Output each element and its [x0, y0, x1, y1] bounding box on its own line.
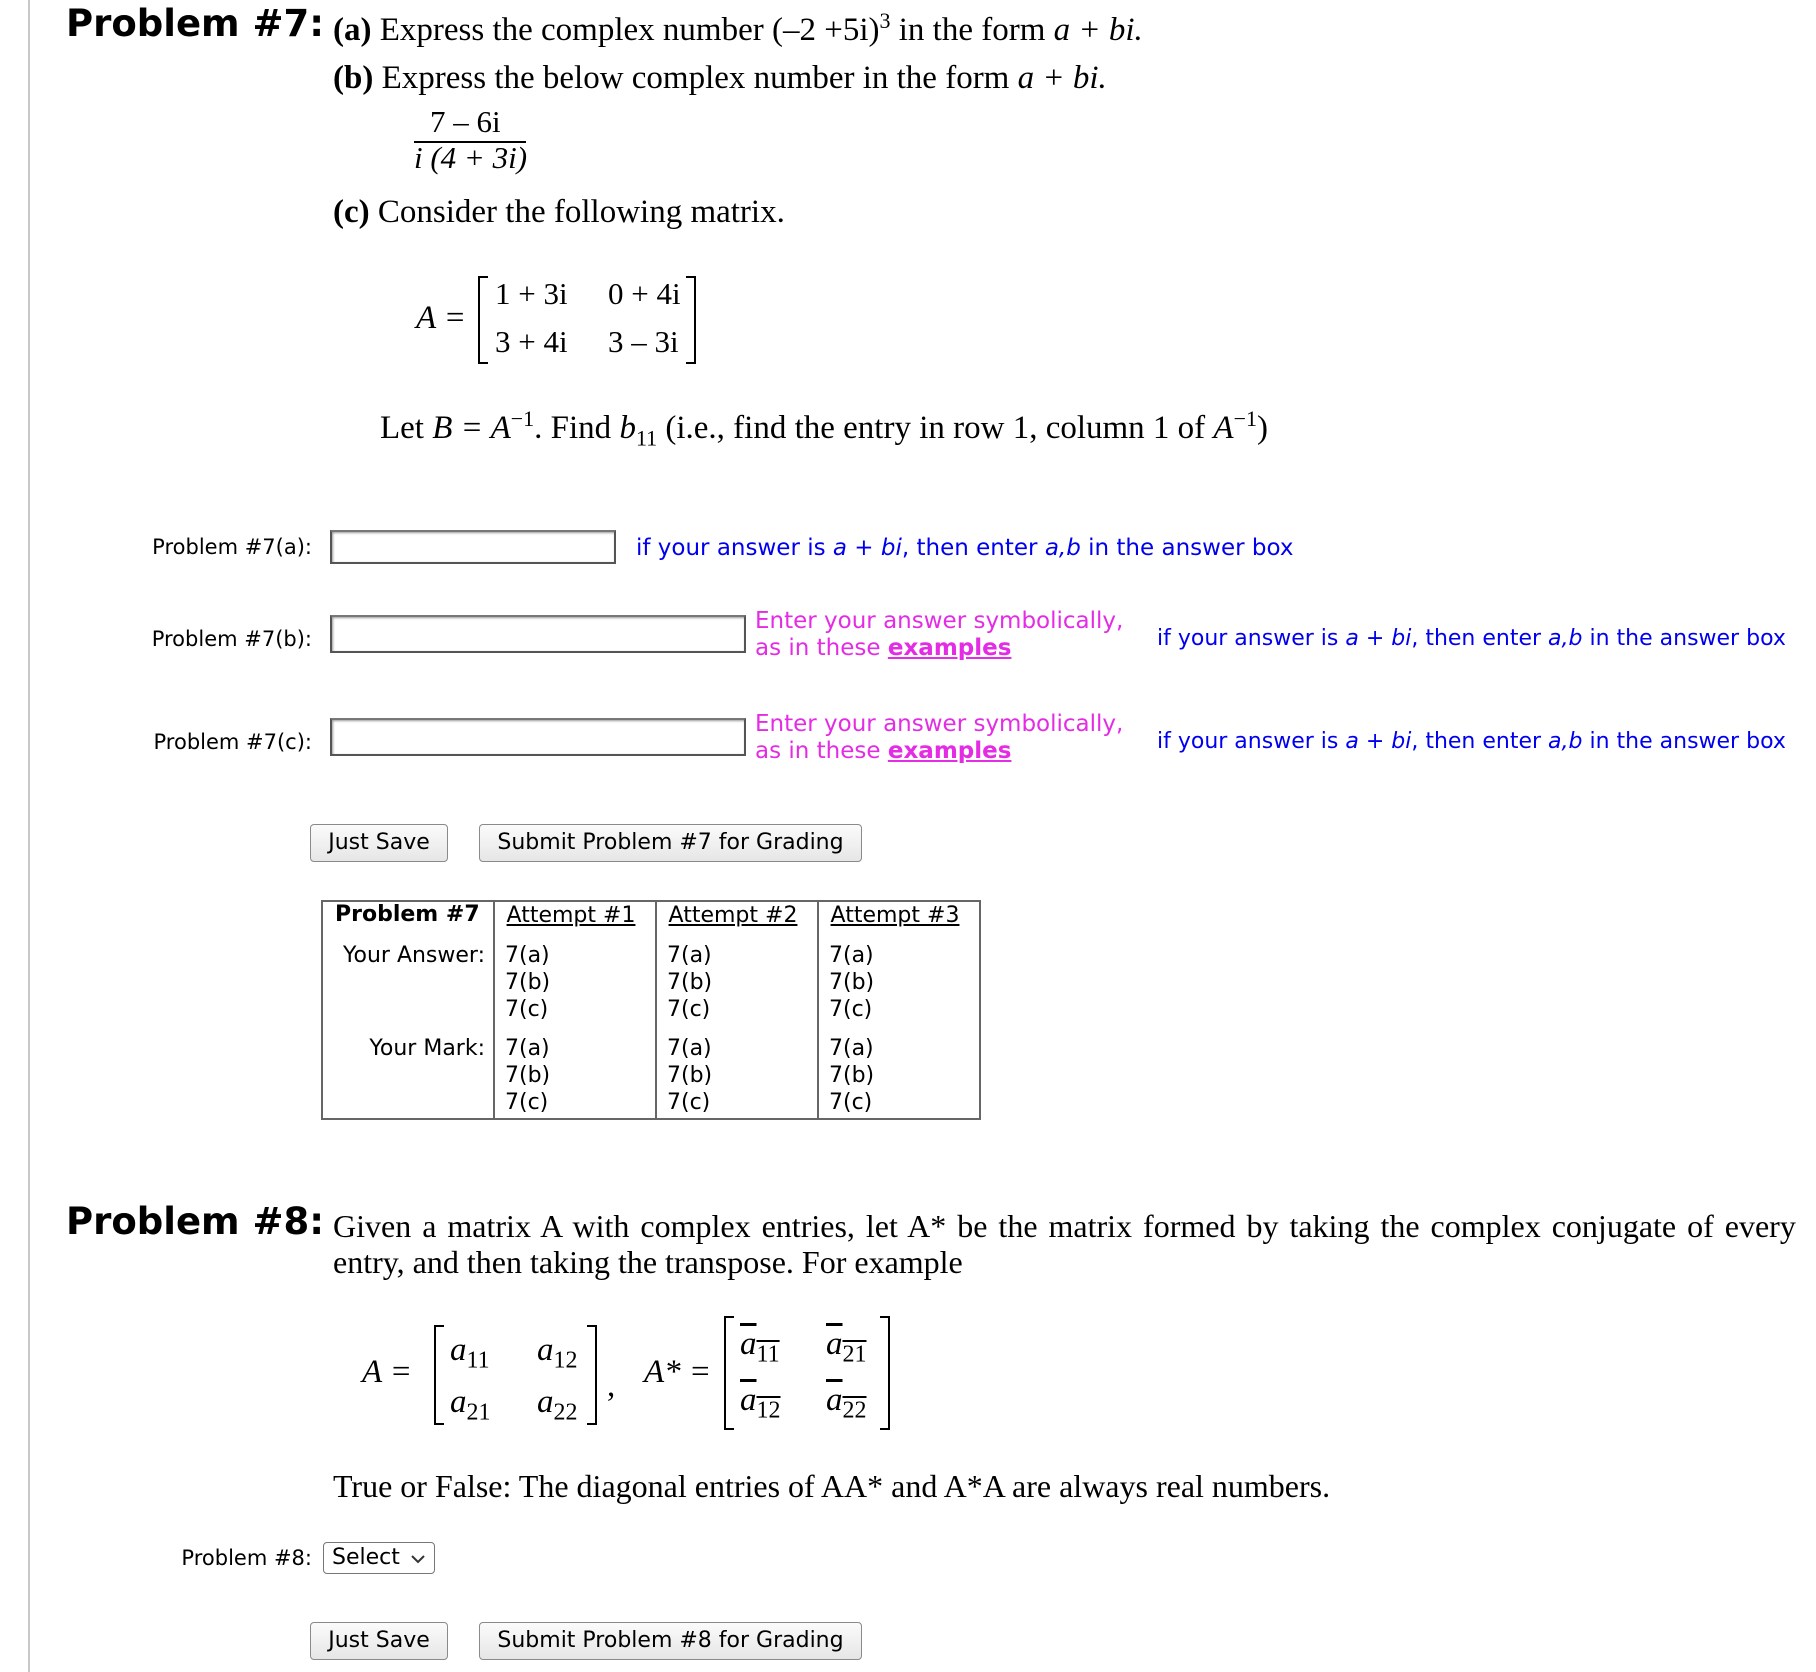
entry-letter: $\overline{a}$ [826, 1326, 843, 1362]
attempt-1-link[interactable]: Attempt #1 [506, 903, 636, 928]
inverse-exponent-2: −1 [1233, 406, 1258, 431]
attempt-2-marks [656, 1023, 818, 1119]
hint-pre: if your answer is [1157, 729, 1339, 754]
attempt-2-answers [656, 936, 818, 1023]
part-b: 7(b) [667, 1063, 713, 1088]
your-mark-label: Your Mark: [369, 1036, 485, 1061]
part-c: 7(c) [829, 997, 873, 1022]
just-save-button-8[interactable]: Just Save [310, 1622, 448, 1660]
matrix-entry-21: 3 + 4i [495, 324, 568, 359]
answer-7b-symbolic-help [755, 608, 1123, 662]
matrix-entry-11: 1 + 3i [495, 276, 568, 311]
entry-sub: 22 [553, 1399, 578, 1426]
b11-symbol: b [619, 410, 636, 446]
entry-sub: 12 [553, 1347, 578, 1374]
attempt-3-marks [818, 1023, 980, 1119]
entry-sub: 22 [842, 1397, 867, 1424]
problem-7a-statement [333, 8, 1143, 49]
hint-ab: a,b [1548, 729, 1583, 754]
a-entry-22 [537, 1384, 578, 1427]
attempt-2-link[interactable]: Attempt #2 [668, 903, 798, 928]
part-b: 7(b) [829, 970, 875, 995]
entry-letter: $\overline{a}$ [740, 1382, 757, 1418]
part-b: 7(b) [505, 970, 551, 995]
entry-letter: a [537, 1332, 554, 1368]
header-attempt-1[interactable] [494, 901, 656, 936]
part-b-form: a + bi. [1017, 60, 1107, 96]
submit-problem-8-button[interactable]: Submit Problem #8 for Grading [479, 1622, 862, 1660]
b11-subscript: 11 [635, 425, 658, 451]
hint-form: a + bi [1345, 729, 1412, 754]
a-right-bracket [587, 1325, 597, 1425]
attempt-1-answers [494, 936, 656, 1023]
part-a-text-post: in the form [898, 12, 1046, 48]
matrix-right-bracket [686, 276, 696, 364]
select-value: Select [332, 1545, 400, 1570]
part-c: 7(c) [829, 1090, 873, 1115]
fraction-denominator: i (4 + 3i) [414, 140, 528, 175]
examples-link[interactable]: examples [887, 738, 1012, 764]
matrix-a-lhs: A = [416, 300, 467, 336]
matrix-separator-comma: , [607, 1368, 616, 1404]
a-entry-21 [450, 1384, 491, 1427]
part-a-text: Express the complex number (–2 +5i) [379, 12, 880, 48]
part-a-exponent: 3 [879, 8, 891, 33]
b-equals-a: B = A [432, 410, 511, 446]
left-margin-rule [28, 0, 30, 1672]
hint-pre: if your answer is [1157, 626, 1339, 651]
fraction-numerator: 7 – 6i [430, 104, 501, 139]
problem-7b-statement [333, 60, 1107, 97]
just-save-button-7[interactable]: Just Save [310, 824, 448, 862]
hint-post: in the answer box [1589, 729, 1786, 754]
attempt-1-marks [494, 1023, 656, 1119]
close-paren: ) [1257, 410, 1269, 446]
symbolic-line-2: as in these [755, 635, 881, 661]
hint-post: in the answer box [1088, 535, 1294, 561]
entry-letter: a [537, 1384, 554, 1420]
problem-8-question: True or False: The diagonal entries of AA* and A*A are always real numbers. [333, 1468, 1331, 1504]
part-b-text: Express the below complex number in the form [381, 60, 1010, 96]
answer-7c-hint [1157, 729, 1786, 754]
answer-7a-hint [636, 535, 1293, 561]
astar-entry-12 [826, 1326, 867, 1369]
problem-7-title: Problem #7: [66, 2, 325, 45]
part-a: 7(a) [829, 943, 874, 968]
let-b-statement [380, 406, 1268, 452]
your-answer-row [322, 936, 980, 1023]
inverse-exponent: −1 [510, 406, 535, 431]
entry-letter: a [450, 1384, 467, 1420]
answer-7c-label: Problem #7(c): [153, 730, 312, 754]
a-symbol: A [1213, 410, 1234, 446]
hint-pre: if your answer is [636, 535, 826, 561]
matrix-a-star-lhs: A* = [644, 1354, 712, 1390]
part-a-label: (a) [333, 12, 372, 48]
hint-form: a + bi [1345, 626, 1412, 651]
attempt-3-link[interactable]: Attempt #3 [830, 903, 960, 928]
answer-7b-hint [1157, 626, 1786, 651]
part-b: 7(b) [667, 970, 713, 995]
hint-post: in the answer box [1589, 626, 1786, 651]
answer-7c-input[interactable] [330, 718, 746, 756]
problem-8-answer-label: Problem #8: [181, 1546, 312, 1570]
attempt-3-answers [818, 936, 980, 1023]
entry-sub: 12 [756, 1397, 781, 1424]
problem-7c-statement [333, 194, 785, 231]
part-b: 7(b) [829, 1063, 875, 1088]
symbolic-line-1: Enter your answer symbolically, [755, 608, 1124, 634]
part-a: 7(a) [667, 943, 712, 968]
matrix-entry-22: 3 – 3i [608, 324, 679, 359]
part-c-text: Consider the following matrix. [377, 194, 785, 230]
submit-problem-7-button[interactable]: Submit Problem #7 for Grading [479, 824, 862, 862]
matrix-entry-12: 0 + 4i [608, 276, 681, 311]
a-entry-11 [450, 1332, 490, 1375]
part-a: 7(a) [829, 1036, 874, 1061]
your-answer-label: Your Answer: [342, 943, 485, 968]
your-mark-row [322, 1023, 980, 1119]
part-c: 7(c) [667, 997, 711, 1022]
examples-link[interactable]: examples [887, 635, 1012, 661]
attempts-header-row [322, 901, 980, 936]
hint-ab: a,b [1548, 626, 1583, 651]
a-left-bracket [434, 1325, 444, 1425]
problem-8-title: Problem #8: [66, 1200, 325, 1243]
hint-mid: , then enter [1411, 626, 1542, 651]
entry-description: (i.e., find the entry in row 1, column 1 of [665, 410, 1206, 446]
header-problem: Problem #7 [335, 902, 480, 927]
entry-sub: 21 [466, 1399, 491, 1426]
problem-8-text-line-1: Given a matrix A with complex entries, let A* be the matrix formed by taking the complex conjugate of every [333, 1208, 1796, 1244]
hint-mid: , then enter [901, 535, 1038, 561]
astar-right-bracket [880, 1316, 890, 1430]
astar-entry-21 [740, 1382, 781, 1425]
symbolic-line-2: as in these [755, 738, 881, 764]
answer-7a-input[interactable] [330, 530, 616, 564]
part-b-label: (b) [333, 60, 374, 96]
entry-letter: $\overline{a}$ [826, 1382, 843, 1418]
matrix-a-lhs-8: A = [362, 1354, 413, 1390]
part-c: 7(c) [505, 1090, 549, 1115]
let-word: Let [380, 410, 424, 446]
chevron-down-icon [410, 1553, 426, 1565]
entry-sub: 11 [756, 1341, 780, 1368]
astar-left-bracket [724, 1316, 734, 1430]
matrix-left-bracket [478, 276, 488, 364]
astar-entry-22 [826, 1382, 867, 1425]
part-c: 7(c) [505, 997, 549, 1022]
header-attempt-3[interactable] [818, 901, 980, 936]
entry-letter: a [450, 1332, 467, 1368]
entry-sub: 21 [842, 1341, 867, 1368]
answer-7b-input[interactable] [330, 615, 746, 653]
a-entry-12 [537, 1332, 578, 1375]
problem-8-select[interactable] [323, 1542, 435, 1574]
answer-7a-label: Problem #7(a): [152, 535, 312, 559]
find-word: . Find [534, 410, 612, 446]
problem-8-text-line-2: entry, and then taking the transpose. For example [333, 1244, 963, 1280]
part-c: 7(c) [667, 1090, 711, 1115]
part-a-form: a + bi. [1053, 12, 1143, 48]
entry-sub: 11 [466, 1347, 490, 1374]
part-a: 7(a) [505, 1036, 550, 1061]
part-a: 7(a) [667, 1036, 712, 1061]
part-b: 7(b) [505, 1063, 551, 1088]
astar-entry-11 [740, 1326, 780, 1369]
part-c-label: (c) [333, 194, 370, 230]
answer-7b-label: Problem #7(b): [151, 627, 312, 651]
attempts-table [321, 900, 981, 1120]
part-a: 7(a) [505, 943, 550, 968]
header-attempt-2[interactable] [656, 901, 818, 936]
hint-mid: , then enter [1411, 729, 1542, 754]
symbolic-line-1: Enter your answer symbolically, [755, 711, 1124, 737]
entry-letter: $\overline{a}$ [740, 1326, 757, 1362]
hint-ab: a,b [1044, 535, 1081, 561]
hint-form: a + bi [832, 535, 902, 561]
answer-7c-symbolic-help [755, 711, 1123, 765]
